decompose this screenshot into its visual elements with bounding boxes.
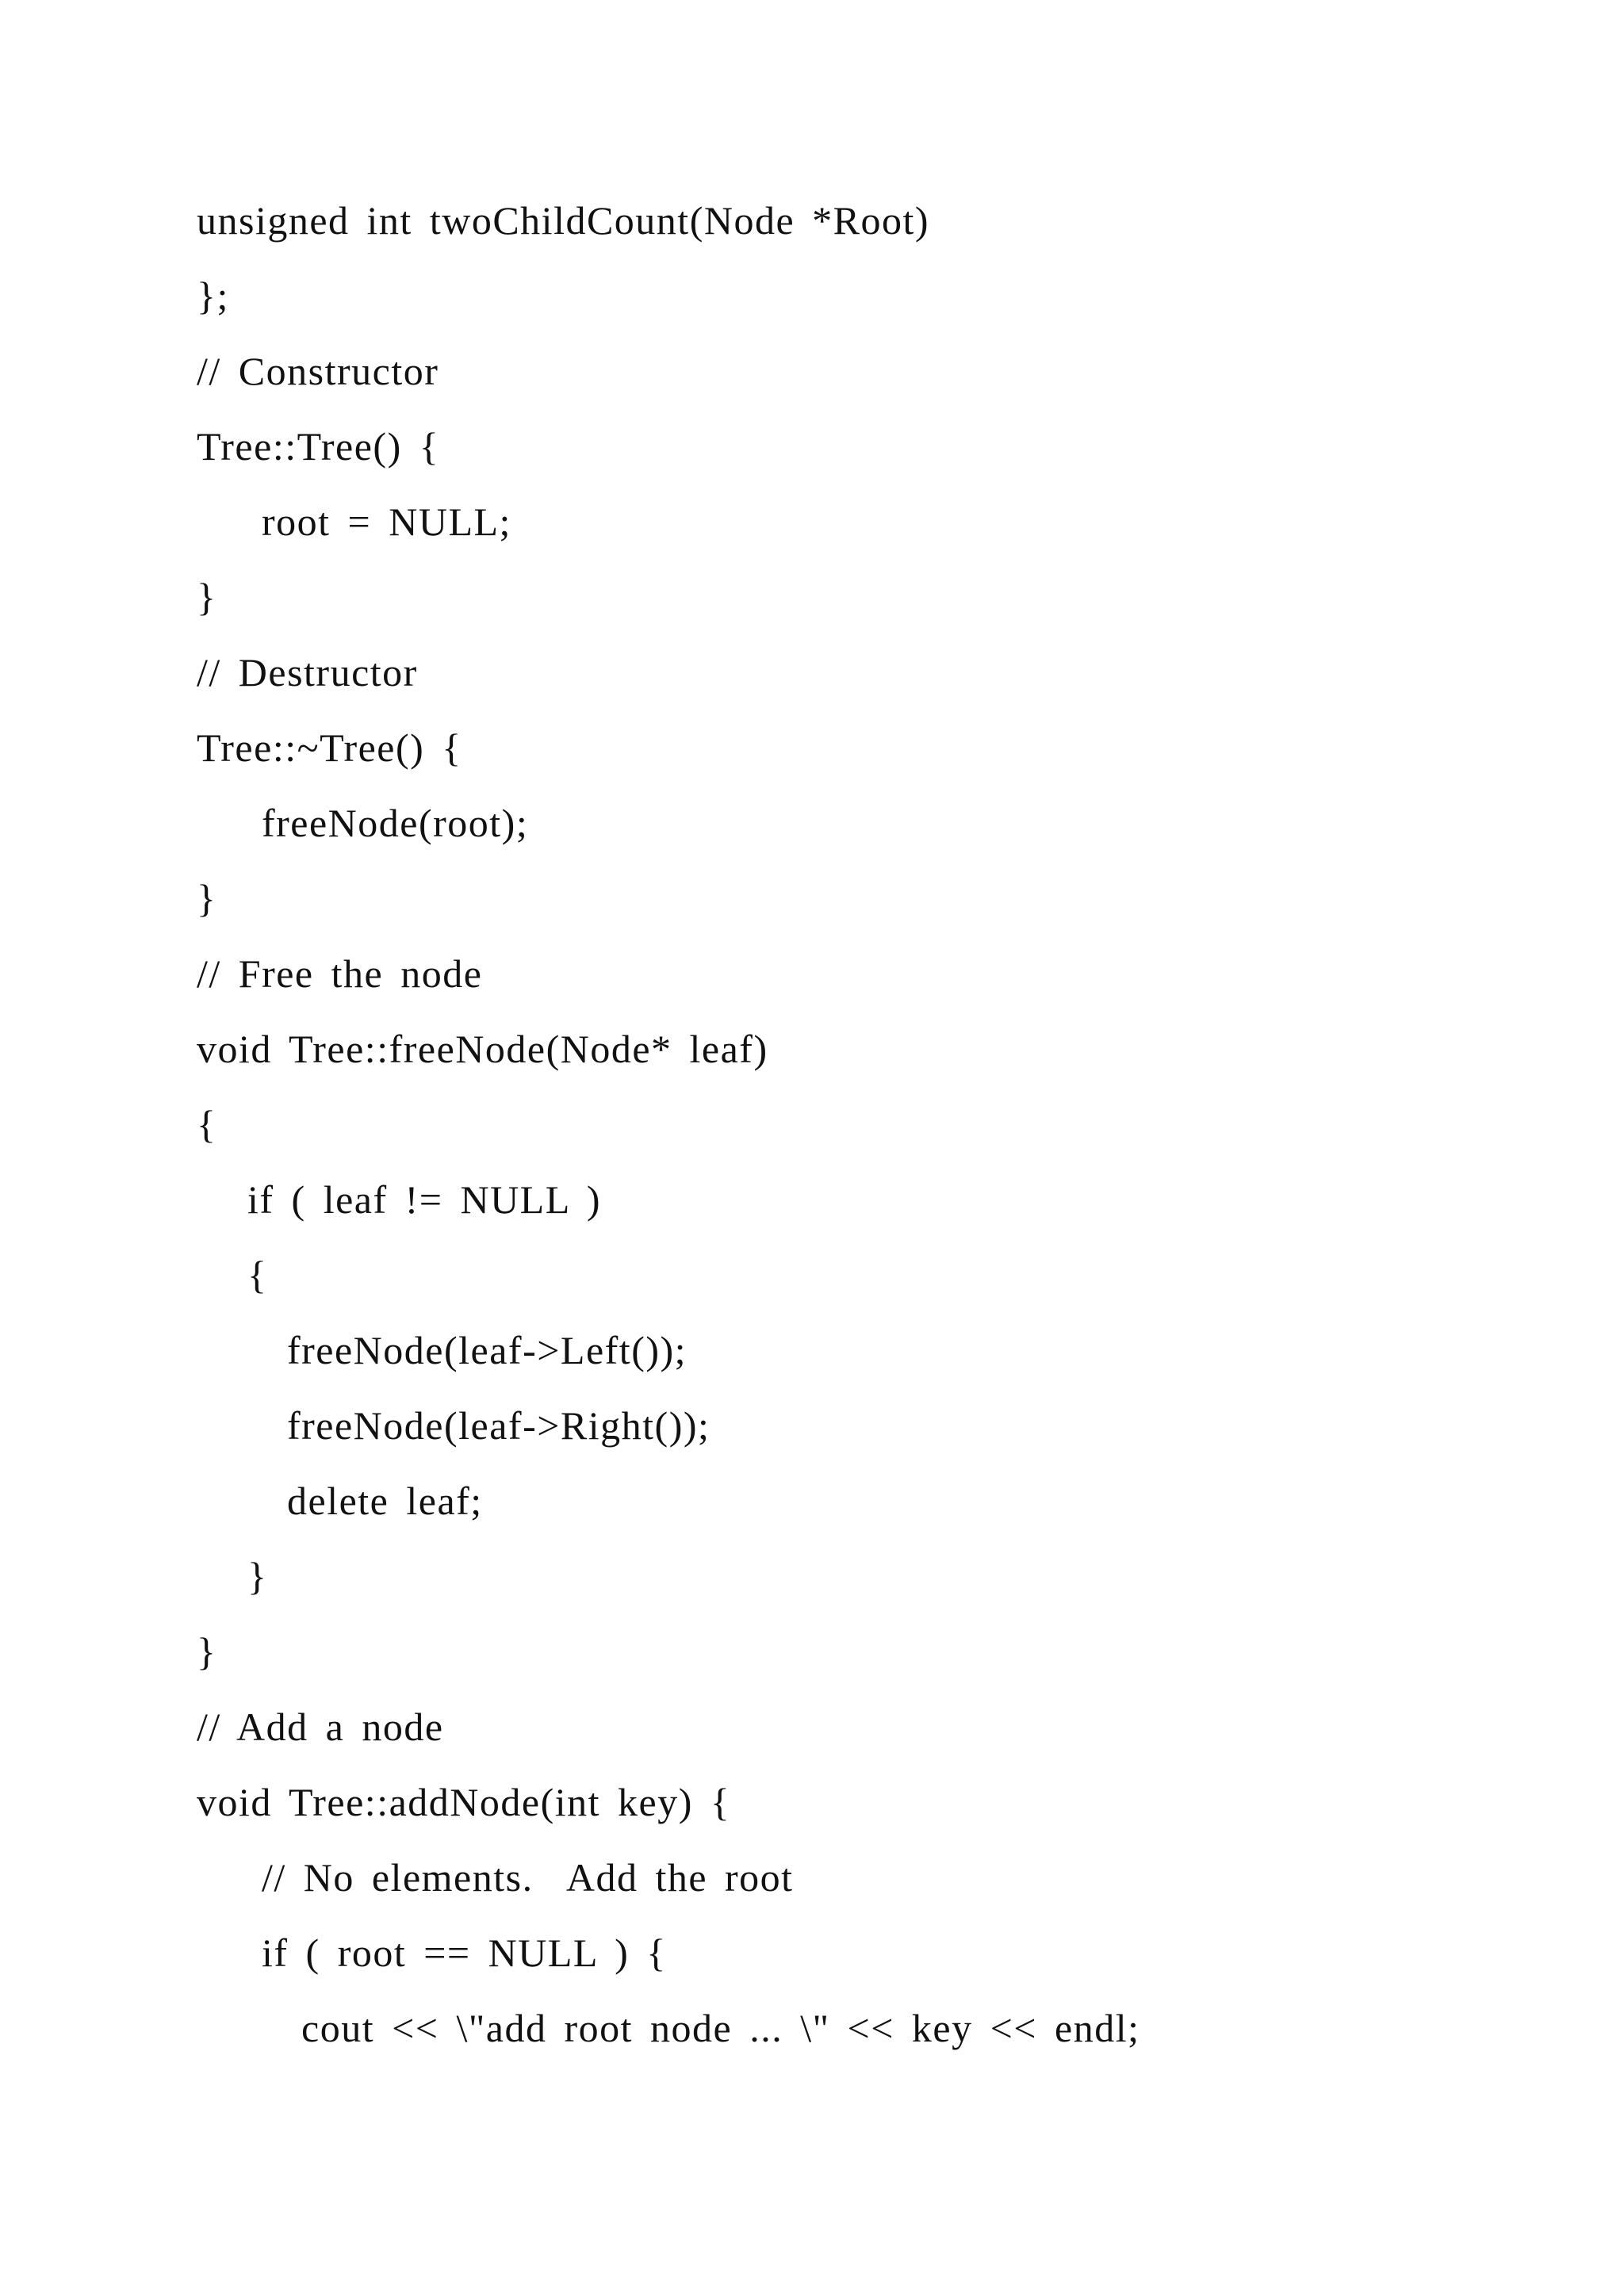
code-line: delete leaf; — [287, 1479, 483, 1523]
code-line: { — [247, 1253, 268, 1297]
code-line: } — [197, 575, 217, 619]
code-comment: // Add a node — [197, 1705, 444, 1749]
code-comment: // No elements. Add the root — [262, 1855, 794, 1900]
code-line: if ( leaf != NULL ) — [247, 1177, 602, 1222]
code-line: } — [197, 876, 217, 920]
code-comment: // Destructor — [197, 650, 418, 695]
code-line: Tree::~Tree() { — [197, 725, 462, 770]
code-line: if ( root == NULL ) { — [262, 1931, 667, 1975]
code-comment: // Free the node — [197, 951, 483, 996]
code-line: cout << \"add root node ... \" << key << endl; — [301, 2006, 1140, 2050]
code-line: freeNode(leaf->Left()); — [287, 1328, 688, 1372]
code-line: }; — [197, 274, 229, 318]
code-line: } — [247, 1554, 268, 1598]
code-line: root = NULL; — [262, 499, 511, 544]
code-line: freeNode(leaf->Right()); — [287, 1403, 710, 1448]
code-line: unsigned int twoChildCount(Node *Root) — [197, 198, 930, 243]
code-line: void Tree::addNode(int key) { — [197, 1780, 731, 1824]
code-line: freeNode(root); — [262, 801, 529, 845]
code-line: Tree::Tree() { — [197, 424, 440, 469]
code-line: } — [197, 1629, 217, 1674]
code-comment: // Constructor — [197, 349, 439, 393]
code-line: void Tree::freeNode(Node* leaf) — [197, 1027, 768, 1071]
code-line: { — [197, 1102, 217, 1146]
